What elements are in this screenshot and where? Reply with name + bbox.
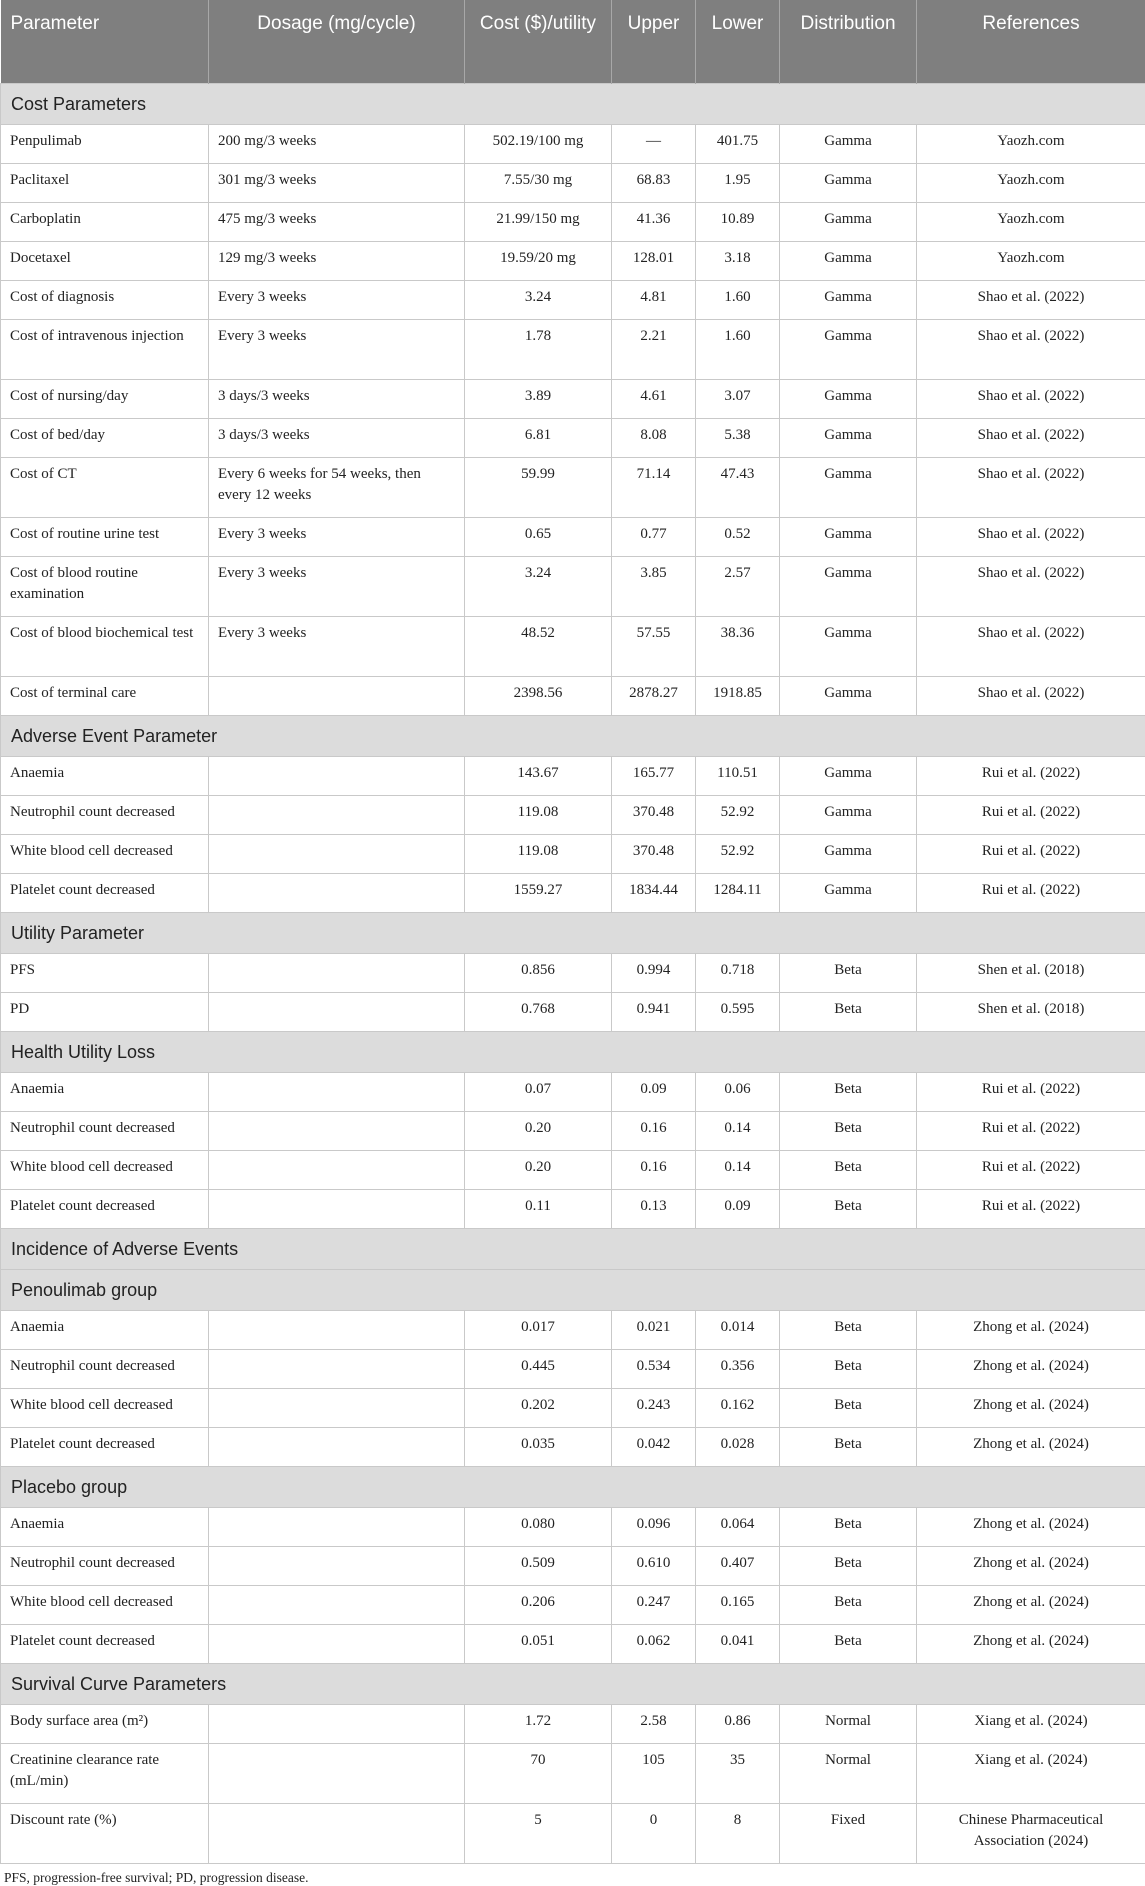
upper-cell: 105 <box>612 1744 696 1804</box>
distribution-cell: Gamma <box>780 281 917 320</box>
reference-cell: Yaozh.com <box>917 164 1145 203</box>
reference-cell: Zhong et al. (2024) <box>917 1508 1145 1547</box>
section-title: Penoulimab group <box>1 1270 1145 1311</box>
parameter-cell: Creatinine clearance rate (mL/min) <box>1 1744 209 1804</box>
cost-cell: 0.07 <box>465 1073 612 1112</box>
header-dosage: Dosage (mg/cycle) <box>209 0 465 84</box>
dosage-cell <box>209 874 465 913</box>
lower-cell: 0.595 <box>696 993 780 1032</box>
dosage-cell <box>209 1112 465 1151</box>
parameter-cell: Neutrophil count decreased <box>1 1547 209 1586</box>
table-row <box>1 1744 1145 1804</box>
distribution-cell: Gamma <box>780 757 917 796</box>
table-row <box>1 1073 1145 1112</box>
distribution-cell: Gamma <box>780 796 917 835</box>
table-row <box>1 164 1145 203</box>
cost-cell: 0.65 <box>465 518 612 557</box>
dosage-cell: 475 mg/3 weeks <box>209 203 465 242</box>
distribution-cell: Beta <box>780 1151 917 1190</box>
cost-cell: 21.99/150 mg <box>465 203 612 242</box>
section-row <box>1 1467 1145 1508</box>
dosage-cell: 301 mg/3 weeks <box>209 164 465 203</box>
table-row <box>1 1311 1145 1350</box>
reference-cell: Yaozh.com <box>917 203 1145 242</box>
cost-cell: 0.080 <box>465 1508 612 1547</box>
reference-cell: Shao et al. (2022) <box>917 458 1145 518</box>
dosage-cell <box>209 993 465 1032</box>
reference-cell: Yaozh.com <box>917 242 1145 281</box>
dosage-cell: Every 6 weeks for 54 weeks, then every 12 weeks <box>209 458 465 518</box>
dosage-cell: 3 days/3 weeks <box>209 419 465 458</box>
parameter-cell: Carboplatin <box>1 203 209 242</box>
parameter-cell: Cost of bed/day <box>1 419 209 458</box>
reference-cell: Rui et al. (2022) <box>917 757 1145 796</box>
parameter-cell: Cost of blood routine examination <box>1 557 209 617</box>
cost-cell: 3.89 <box>465 380 612 419</box>
parameter-cell: Platelet count decreased <box>1 874 209 913</box>
cost-cell: 1559.27 <box>465 874 612 913</box>
reference-cell: Shao et al. (2022) <box>917 380 1145 419</box>
table-row <box>1 757 1145 796</box>
table-row <box>1 1112 1145 1151</box>
distribution-cell: Gamma <box>780 518 917 557</box>
parameter-cell: PD <box>1 993 209 1032</box>
distribution-cell: Beta <box>780 1389 917 1428</box>
distribution-cell: Beta <box>780 1190 917 1229</box>
reference-cell: Rui et al. (2022) <box>917 1151 1145 1190</box>
distribution-cell: Gamma <box>780 677 917 716</box>
lower-cell: 47.43 <box>696 458 780 518</box>
upper-cell: 0.021 <box>612 1311 696 1350</box>
table-row <box>1 954 1145 993</box>
cost-cell: 0.856 <box>465 954 612 993</box>
cost-cell: 3.24 <box>465 557 612 617</box>
parameter-cell: Paclitaxel <box>1 164 209 203</box>
dosage-cell <box>209 757 465 796</box>
parameter-cell: Neutrophil count decreased <box>1 1350 209 1389</box>
upper-cell: 0.096 <box>612 1508 696 1547</box>
distribution-cell: Beta <box>780 954 917 993</box>
lower-cell: 0.52 <box>696 518 780 557</box>
table-row <box>1 677 1145 716</box>
table-row <box>1 380 1145 419</box>
upper-cell: 0.16 <box>612 1151 696 1190</box>
parameter-cell: Platelet count decreased <box>1 1428 209 1467</box>
cost-cell: 0.11 <box>465 1190 612 1229</box>
dosage-cell <box>209 1428 465 1467</box>
distribution-cell: Gamma <box>780 203 917 242</box>
cost-cell: 0.20 <box>465 1151 612 1190</box>
lower-cell: 0.028 <box>696 1428 780 1467</box>
reference-cell: Zhong et al. (2024) <box>917 1389 1145 1428</box>
parameter-cell: Cost of diagnosis <box>1 281 209 320</box>
lower-cell: 52.92 <box>696 796 780 835</box>
table-row <box>1 1625 1145 1664</box>
table-row <box>1 1190 1145 1229</box>
dosage-cell <box>209 1073 465 1112</box>
upper-cell: 8.08 <box>612 419 696 458</box>
distribution-cell: Gamma <box>780 458 917 518</box>
dosage-cell <box>209 1547 465 1586</box>
dosage-cell <box>209 1625 465 1664</box>
table-row <box>1 835 1145 874</box>
lower-cell: 3.18 <box>696 242 780 281</box>
dosage-cell <box>209 954 465 993</box>
distribution-cell: Normal <box>780 1705 917 1744</box>
lower-cell: 8 <box>696 1804 780 1864</box>
lower-cell: 401.75 <box>696 125 780 164</box>
dosage-cell: Every 3 weeks <box>209 281 465 320</box>
upper-cell: 68.83 <box>612 164 696 203</box>
section-title: Cost Parameters <box>1 84 1145 125</box>
parameter-cell: Platelet count decreased <box>1 1190 209 1229</box>
lower-cell: 0.06 <box>696 1073 780 1112</box>
parameter-cell: Cost of CT <box>1 458 209 518</box>
parameter-cell: Cost of terminal care <box>1 677 209 716</box>
upper-cell: 128.01 <box>612 242 696 281</box>
cost-cell: 502.19/100 mg <box>465 125 612 164</box>
lower-cell: 3.07 <box>696 380 780 419</box>
section-row <box>1 716 1145 757</box>
distribution-cell: Beta <box>780 1625 917 1664</box>
table-row <box>1 796 1145 835</box>
section-title: Adverse Event Parameter <box>1 716 1145 757</box>
header-references: References <box>917 0 1145 84</box>
lower-cell: 1.60 <box>696 320 780 380</box>
distribution-cell: Beta <box>780 993 917 1032</box>
dosage-cell <box>209 1586 465 1625</box>
reference-cell: Rui et al. (2022) <box>917 1112 1145 1151</box>
distribution-cell: Beta <box>780 1586 917 1625</box>
section-row <box>1 1032 1145 1073</box>
distribution-cell: Beta <box>780 1350 917 1389</box>
upper-cell: 370.48 <box>612 796 696 835</box>
dosage-cell <box>209 796 465 835</box>
table-row <box>1 203 1145 242</box>
lower-cell: 0.14 <box>696 1151 780 1190</box>
cost-cell: 0.017 <box>465 1311 612 1350</box>
table-row <box>1 1350 1145 1389</box>
dosage-cell <box>209 1311 465 1350</box>
lower-cell: 0.162 <box>696 1389 780 1428</box>
table-row <box>1 419 1145 458</box>
upper-cell: 71.14 <box>612 458 696 518</box>
parameter-cell: PFS <box>1 954 209 993</box>
upper-cell: 0.13 <box>612 1190 696 1229</box>
table-row <box>1 874 1145 913</box>
section-title: Incidence of Adverse Events <box>1 1229 1145 1270</box>
parameter-cell: White blood cell decreased <box>1 1151 209 1190</box>
parameter-cell: Neutrophil count decreased <box>1 1112 209 1151</box>
reference-cell: Zhong et al. (2024) <box>917 1547 1145 1586</box>
dosage-cell: 3 days/3 weeks <box>209 380 465 419</box>
section-title: Health Utility Loss <box>1 1032 1145 1073</box>
upper-cell: 0.994 <box>612 954 696 993</box>
header-cost-utility: Cost ($)/utility <box>465 0 612 84</box>
table-row <box>1 458 1145 518</box>
reference-cell: Zhong et al. (2024) <box>917 1311 1145 1350</box>
table-row <box>1 320 1145 380</box>
upper-cell: 2.58 <box>612 1705 696 1744</box>
dosage-cell: Every 3 weeks <box>209 518 465 557</box>
reference-cell: Yaozh.com <box>917 125 1145 164</box>
upper-cell: 0.941 <box>612 993 696 1032</box>
distribution-cell: Gamma <box>780 320 917 380</box>
lower-cell: 0.064 <box>696 1508 780 1547</box>
upper-cell: 0.16 <box>612 1112 696 1151</box>
upper-cell: 0.534 <box>612 1350 696 1389</box>
upper-cell: 4.81 <box>612 281 696 320</box>
cost-cell: 0.206 <box>465 1586 612 1625</box>
reference-cell: Shao et al. (2022) <box>917 677 1145 716</box>
cost-cell: 0.768 <box>465 993 612 1032</box>
distribution-cell: Beta <box>780 1428 917 1467</box>
cost-cell: 0.20 <box>465 1112 612 1151</box>
reference-cell: Rui et al. (2022) <box>917 1190 1145 1229</box>
reference-cell: Shao et al. (2022) <box>917 320 1145 380</box>
parameter-cell: Anaemia <box>1 757 209 796</box>
distribution-cell: Beta <box>780 1073 917 1112</box>
cost-cell: 1.78 <box>465 320 612 380</box>
header-row <box>1 0 1145 84</box>
header-distribution: Distribution <box>780 0 917 84</box>
dosage-cell <box>209 1804 465 1864</box>
cost-cell: 70 <box>465 1744 612 1804</box>
upper-cell: 4.61 <box>612 380 696 419</box>
distribution-cell: Gamma <box>780 557 917 617</box>
table-body <box>1 84 1145 1864</box>
cost-cell: 19.59/20 mg <box>465 242 612 281</box>
cost-cell: 0.202 <box>465 1389 612 1428</box>
lower-cell: 0.09 <box>696 1190 780 1229</box>
section-row <box>1 84 1145 125</box>
section-title: Survival Curve Parameters <box>1 1664 1145 1705</box>
distribution-cell: Beta <box>780 1311 917 1350</box>
reference-cell: Chinese Pharmaceutical Association (2024) <box>917 1804 1145 1864</box>
upper-cell: 0.042 <box>612 1428 696 1467</box>
table-row <box>1 993 1145 1032</box>
distribution-cell: Gamma <box>780 164 917 203</box>
lower-cell: 0.407 <box>696 1547 780 1586</box>
parameter-cell: White blood cell decreased <box>1 1586 209 1625</box>
lower-cell: 0.356 <box>696 1350 780 1389</box>
header-lower: Lower <box>696 0 780 84</box>
cost-cell: 3.24 <box>465 281 612 320</box>
lower-cell: 0.14 <box>696 1112 780 1151</box>
table-row <box>1 1151 1145 1190</box>
distribution-cell: Beta <box>780 1112 917 1151</box>
distribution-cell: Gamma <box>780 419 917 458</box>
table-row <box>1 1389 1145 1428</box>
cost-cell: 59.99 <box>465 458 612 518</box>
cost-cell: 0.051 <box>465 1625 612 1664</box>
upper-cell: 57.55 <box>612 617 696 677</box>
table-row <box>1 1428 1145 1467</box>
section-row <box>1 1270 1145 1311</box>
reference-cell: Zhong et al. (2024) <box>917 1350 1145 1389</box>
table-footnote: PFS, progression-free survival; PD, progression disease. <box>0 1864 1145 1886</box>
upper-cell: 0.610 <box>612 1547 696 1586</box>
cost-cell: 0.445 <box>465 1350 612 1389</box>
parameter-cell: Neutrophil count decreased <box>1 796 209 835</box>
dosage-cell <box>209 1508 465 1547</box>
cost-cell: 0.509 <box>465 1547 612 1586</box>
lower-cell: 5.38 <box>696 419 780 458</box>
lower-cell: 52.92 <box>696 835 780 874</box>
table-row <box>1 1705 1145 1744</box>
header-parameter: Parameter <box>1 0 209 84</box>
reference-cell: Xiang et al. (2024) <box>917 1744 1145 1804</box>
dosage-cell: Every 3 weeks <box>209 320 465 380</box>
upper-cell: — <box>612 125 696 164</box>
reference-cell: Shao et al. (2022) <box>917 557 1145 617</box>
distribution-cell: Beta <box>780 1508 917 1547</box>
dosage-cell <box>209 1350 465 1389</box>
dosage-cell: Every 3 weeks <box>209 617 465 677</box>
distribution-cell: Normal <box>780 1744 917 1804</box>
parameter-cell: Penpulimab <box>1 125 209 164</box>
table-row <box>1 1804 1145 1864</box>
dosage-cell: 200 mg/3 weeks <box>209 125 465 164</box>
lower-cell: 0.041 <box>696 1625 780 1664</box>
table-row <box>1 1547 1145 1586</box>
lower-cell: 0.86 <box>696 1705 780 1744</box>
lower-cell: 10.89 <box>696 203 780 242</box>
dosage-cell: 129 mg/3 weeks <box>209 242 465 281</box>
reference-cell: Shao et al. (2022) <box>917 281 1145 320</box>
dosage-cell <box>209 835 465 874</box>
cost-cell: 5 <box>465 1804 612 1864</box>
table-row <box>1 281 1145 320</box>
lower-cell: 1284.11 <box>696 874 780 913</box>
lower-cell: 1918.85 <box>696 677 780 716</box>
distribution-cell: Gamma <box>780 242 917 281</box>
reference-cell: Rui et al. (2022) <box>917 874 1145 913</box>
dosage-cell <box>209 677 465 716</box>
dosage-cell <box>209 1705 465 1744</box>
reference-cell: Rui et al. (2022) <box>917 796 1145 835</box>
lower-cell: 0.014 <box>696 1311 780 1350</box>
parameter-cell: Body surface area (m²) <box>1 1705 209 1744</box>
section-row <box>1 913 1145 954</box>
table-row <box>1 125 1145 164</box>
upper-cell: 2878.27 <box>612 677 696 716</box>
table-row <box>1 518 1145 557</box>
upper-cell: 0.062 <box>612 1625 696 1664</box>
cost-cell: 6.81 <box>465 419 612 458</box>
dosage-cell <box>209 1744 465 1804</box>
upper-cell: 370.48 <box>612 835 696 874</box>
upper-cell: 0.247 <box>612 1586 696 1625</box>
dosage-cell <box>209 1389 465 1428</box>
distribution-cell: Gamma <box>780 125 917 164</box>
upper-cell: 0.09 <box>612 1073 696 1112</box>
parameter-cell: Cost of routine urine test <box>1 518 209 557</box>
distribution-cell: Beta <box>780 1547 917 1586</box>
parameter-cell: Discount rate (%) <box>1 1804 209 1864</box>
parameter-cell: Anaemia <box>1 1311 209 1350</box>
lower-cell: 1.95 <box>696 164 780 203</box>
upper-cell: 0.243 <box>612 1389 696 1428</box>
cost-cell: 143.67 <box>465 757 612 796</box>
cost-cell: 2398.56 <box>465 677 612 716</box>
cost-cell: 119.08 <box>465 835 612 874</box>
reference-cell: Shen et al. (2018) <box>917 954 1145 993</box>
upper-cell: 2.21 <box>612 320 696 380</box>
distribution-cell: Gamma <box>780 380 917 419</box>
distribution-cell: Gamma <box>780 874 917 913</box>
parameter-cell: Anaemia <box>1 1508 209 1547</box>
lower-cell: 0.165 <box>696 1586 780 1625</box>
table-row <box>1 1586 1145 1625</box>
reference-cell: Rui et al. (2022) <box>917 835 1145 874</box>
table-row <box>1 617 1145 677</box>
lower-cell: 35 <box>696 1744 780 1804</box>
section-row <box>1 1664 1145 1705</box>
dosage-cell <box>209 1151 465 1190</box>
table-row <box>1 242 1145 281</box>
table-row <box>1 1508 1145 1547</box>
reference-cell: Zhong et al. (2024) <box>917 1625 1145 1664</box>
cost-cell: 1.72 <box>465 1705 612 1744</box>
upper-cell: 3.85 <box>612 557 696 617</box>
cost-cell: 7.55/30 mg <box>465 164 612 203</box>
table-header <box>1 0 1145 84</box>
lower-cell: 2.57 <box>696 557 780 617</box>
dosage-cell: Every 3 weeks <box>209 557 465 617</box>
upper-cell: 41.36 <box>612 203 696 242</box>
section-title: Placebo group <box>1 1467 1145 1508</box>
lower-cell: 38.36 <box>696 617 780 677</box>
reference-cell: Rui et al. (2022) <box>917 1073 1145 1112</box>
cost-cell: 48.52 <box>465 617 612 677</box>
lower-cell: 110.51 <box>696 757 780 796</box>
section-title: Utility Parameter <box>1 913 1145 954</box>
cost-cell: 0.035 <box>465 1428 612 1467</box>
upper-cell: 165.77 <box>612 757 696 796</box>
distribution-cell: Fixed <box>780 1804 917 1864</box>
upper-cell: 0 <box>612 1804 696 1864</box>
reference-cell: Shao et al. (2022) <box>917 518 1145 557</box>
reference-cell: Shen et al. (2018) <box>917 993 1145 1032</box>
table-row <box>1 557 1145 617</box>
distribution-cell: Gamma <box>780 617 917 677</box>
parameter-cell: White blood cell decreased <box>1 835 209 874</box>
parameter-cell: Cost of blood biochemical test <box>1 617 209 677</box>
lower-cell: 1.60 <box>696 281 780 320</box>
section-row <box>1 1229 1145 1270</box>
reference-cell: Shao et al. (2022) <box>917 617 1145 677</box>
upper-cell: 1834.44 <box>612 874 696 913</box>
dosage-cell <box>209 1190 465 1229</box>
parameter-cell: Anaemia <box>1 1073 209 1112</box>
parameter-cell: Platelet count decreased <box>1 1625 209 1664</box>
reference-cell: Zhong et al. (2024) <box>917 1586 1145 1625</box>
lower-cell: 0.718 <box>696 954 780 993</box>
distribution-cell: Gamma <box>780 835 917 874</box>
parameter-cell: Docetaxel <box>1 242 209 281</box>
parameter-cell: Cost of nursing/day <box>1 380 209 419</box>
reference-cell: Zhong et al. (2024) <box>917 1428 1145 1467</box>
reference-cell: Shao et al. (2022) <box>917 419 1145 458</box>
cost-cell: 119.08 <box>465 796 612 835</box>
parameter-cell: White blood cell decreased <box>1 1389 209 1428</box>
upper-cell: 0.77 <box>612 518 696 557</box>
header-upper: Upper <box>612 0 696 84</box>
reference-cell: Xiang et al. (2024) <box>917 1705 1145 1744</box>
parameter-cell: Cost of intravenous injection <box>1 320 209 380</box>
